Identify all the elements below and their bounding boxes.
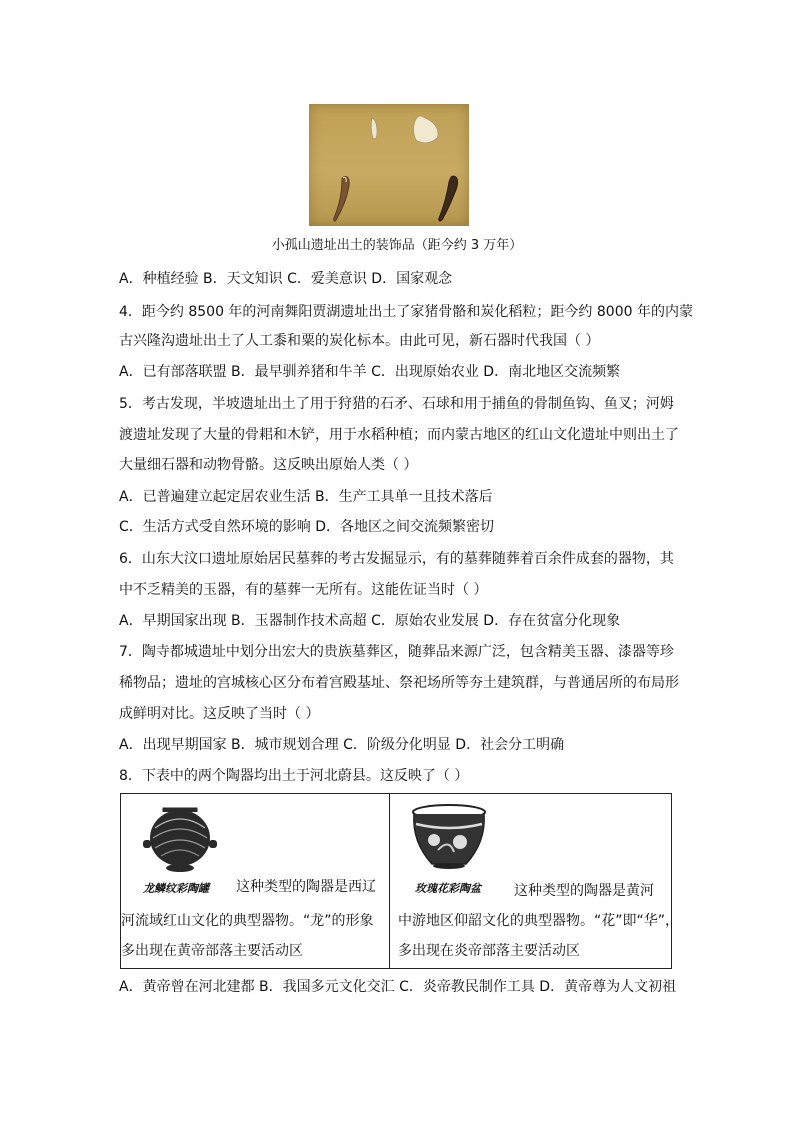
q5-stem-line-2: 渡遗址发现了大量的骨耜和木铲，用于水稻种植；而内蒙古地区的红山文化遗址中则出土了 bbox=[119, 427, 679, 443]
q8-options: A．黄帝曾在河北建都 B．我国多元文化交汇 C．炎帝教民制作工具 D．黄帝尊为人文初祖 bbox=[119, 979, 677, 995]
rose-basin-desc-line-1: 这种类型的陶器是黄河 bbox=[514, 883, 654, 899]
rose-basin-desc-line-3: 多出现在炎帝部落主要活动区 bbox=[398, 943, 580, 959]
ornaments-photo bbox=[309, 104, 469, 226]
q8-stem: 8．下表中的两个陶器均出土于河北蔚县。这反映了（ ） bbox=[119, 768, 469, 784]
q3-options: A．种植经验 B．天文知识 C．爱美意识 D．国家观念 bbox=[119, 271, 453, 287]
q5-stem-line-3: 大量细石器和动物骨骼。这反映出原始人类（ ） bbox=[119, 457, 418, 473]
table-cell-dragon-pot bbox=[121, 794, 389, 968]
q7-stem-line-1: 7．陶寺都城遗址中划分出宏大的贵族墓葬区，随葬品来源广泛，包含精美玉器、漆器等珍 bbox=[119, 644, 674, 660]
dragon-scale-pot-image bbox=[141, 804, 219, 874]
pottery-table bbox=[120, 793, 680, 969]
q6-stem-line-1: 6．山东大汶口遗址原始居民墓葬的考古发掘显示，有的墓葬随葬着百余件成套的器物，其 bbox=[119, 551, 674, 567]
photo-caption: 小孤山遗址出土的装饰品（距今约 3 万年） bbox=[271, 238, 523, 253]
q5-options-line-1: A．已普遍建立起定居农业生活 B．生产工具单一且技术落后 bbox=[119, 489, 493, 505]
rose-basin-name: 玫瑰花彩陶盆 bbox=[415, 882, 481, 895]
dragon-pot-desc-line-1: 这种类型的陶器是西辽 bbox=[236, 879, 376, 895]
q6-stem-line-2: 中不乏精美的玉器，有的墓葬一无所有。这能佐证当时（ ） bbox=[119, 582, 488, 598]
q7-options: A．出现早期国家 B．城市规划合理 C．阶级分化明显 D．社会分工明确 bbox=[119, 737, 565, 753]
q7-stem-line-3: 成鲜明对比。这反映了当时（ ） bbox=[119, 706, 320, 722]
q7-stem-line-2: 稀物品；遗址的宫城核心区分布着宫殿基址、祭祀场所等夯土建筑群，与普通居所的布局形 bbox=[119, 675, 679, 691]
q5-stem-line-1: 5．考古发现，半坡遗址出土了用于狩猎的石矛、石球和用于捕鱼的骨制鱼钩、鱼叉；河姆 bbox=[119, 396, 674, 412]
q4-options: A．已有部落联盟 B．最早驯养猪和牛羊 C．出现原始农业 D．南北地区交流频繁 bbox=[119, 364, 621, 380]
ornaments-illustration bbox=[309, 104, 469, 226]
q5-options-line-2: C．生活方式受自然环境的影响 D．各地区之间交流频繁密切 bbox=[119, 519, 495, 535]
q6-options: A．早期国家出现 B．玉器制作技术高超 C．原始农业发展 D．存在贫富分化现象 bbox=[119, 613, 621, 629]
rose-pattern-basin-image bbox=[408, 802, 490, 872]
dragon-pot-desc-line-2: 河流域红山文化的典型器物。“龙”的形象 bbox=[121, 913, 374, 929]
dragon-pot-desc-line-3: 多出现在黄帝部落主要活动区 bbox=[121, 943, 303, 959]
table-cell-rose-basin bbox=[390, 794, 680, 968]
dragon-pot-name: 龙鳞纹彩陶罐 bbox=[143, 882, 209, 895]
q4-stem-line-2: 古兴隆沟遗址出土了人工黍和粟的炭化标本。由此可见，新石器时代我国（ ） bbox=[119, 333, 600, 349]
q4-stem-line-1: 4．距今约 8500 年的河南舞阳贾湖遗址出土了家猪骨骼和炭化稻粒；距今约 8000 年的内蒙 bbox=[119, 304, 693, 320]
rose-basin-desc-line-2: 中游地区仰韶文化的典型器物。“花”即“华”， bbox=[398, 913, 680, 929]
